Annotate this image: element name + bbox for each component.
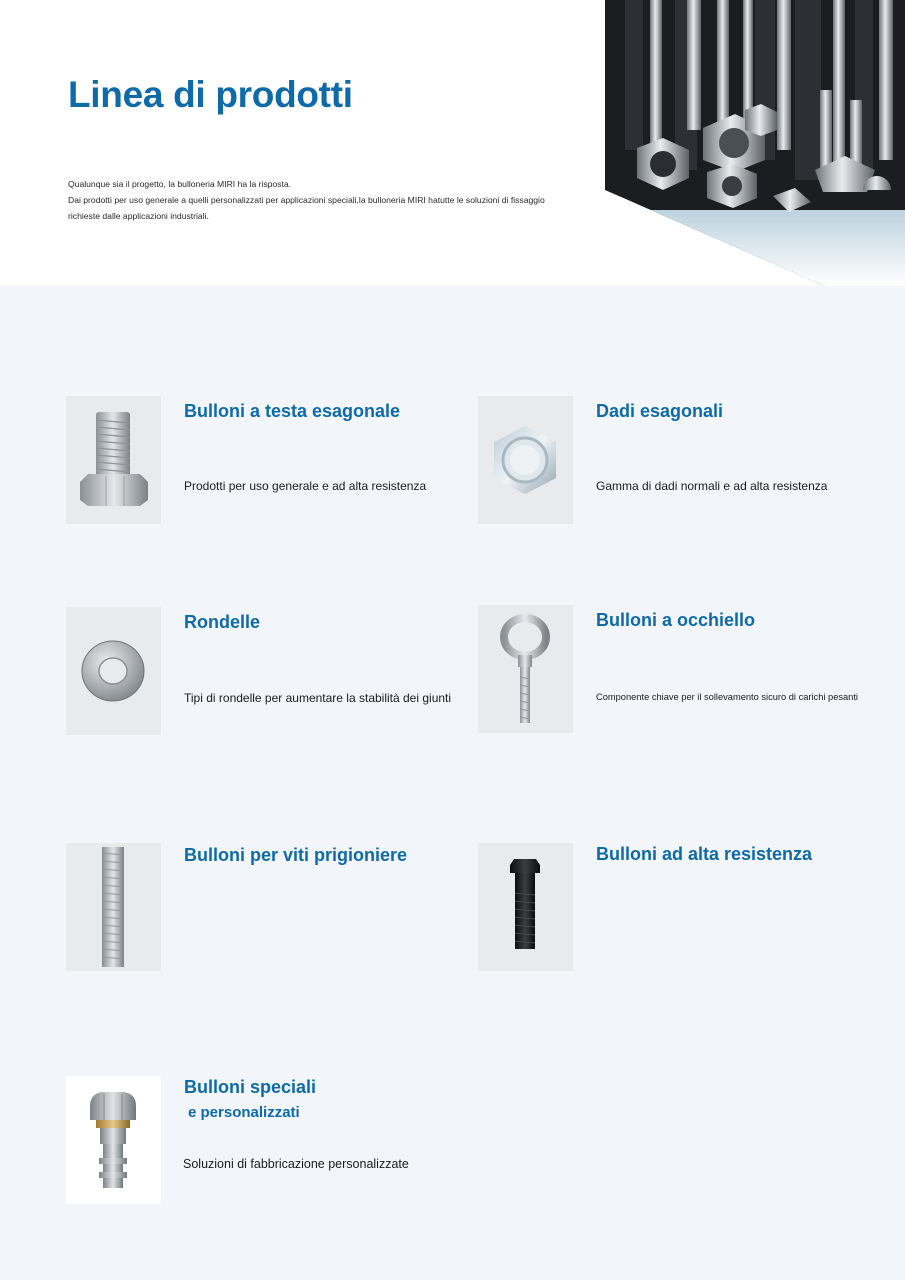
intro-line-1: Qualunque sia il progetto, la bulloneria MIRI ha la risposta. <box>68 179 292 189</box>
product-subtitle: e personalizzati <box>188 1104 300 1121</box>
product-description: Prodotti per uso generale e ad alta resistenza <box>184 479 427 493</box>
product-card-washers[interactable] <box>66 607 466 735</box>
product-title: Bulloni a occhiello <box>596 610 756 630</box>
page-title: Linea di prodotti <box>68 74 353 115</box>
product-title: Dadi esagonali <box>596 401 724 421</box>
product-title: Bulloni per viti prigioniere <box>184 845 408 865</box>
hex-nut-image <box>478 396 573 524</box>
hero-bolts-photo <box>605 0 905 286</box>
hex-bolt-image <box>66 396 161 524</box>
product-description: Tipi di rondelle per aumentare la stabilità dei giunti <box>184 691 452 705</box>
product-card-high-strength-bolts[interactable] <box>478 843 878 971</box>
product-description: Componente chiave per il sollevamento sicuro di carichi pesanti <box>596 692 858 702</box>
product-title: Bulloni speciali <box>184 1077 317 1097</box>
product-card-stud-bolts[interactable] <box>66 843 466 971</box>
product-title: Bulloni ad alta resistenza <box>596 844 813 864</box>
intro-text <box>68 176 598 224</box>
intro-line-2: Dai prodotti per uso generale a quelli personalizzati per applicazioni speciali,la bulloneria MIRI hatutte le soluzioni di fissaggio <box>68 195 545 205</box>
product-title: Rondelle <box>184 612 261 632</box>
washer-image <box>66 607 161 735</box>
product-card-eye-bolts[interactable] <box>478 605 888 733</box>
product-card-hex-bolts[interactable] <box>66 396 466 524</box>
product-description: Gamma di dadi normali e ad alta resistenza <box>596 479 828 493</box>
product-card-hex-nuts[interactable] <box>478 396 878 524</box>
special-bolt-image <box>66 1076 161 1204</box>
stud-bolt-image <box>66 843 161 971</box>
eye-bolt-image <box>478 605 573 733</box>
high-strength-bolt-image <box>478 843 573 971</box>
product-description: Soluzioni di fabbricazione personalizzate <box>183 1157 409 1171</box>
product-title: Bulloni a testa esagonale <box>184 401 401 421</box>
product-card-special-bolts[interactable] <box>66 1076 466 1204</box>
intro-line-3: richieste dalle applicazioni industriali. <box>68 211 209 221</box>
